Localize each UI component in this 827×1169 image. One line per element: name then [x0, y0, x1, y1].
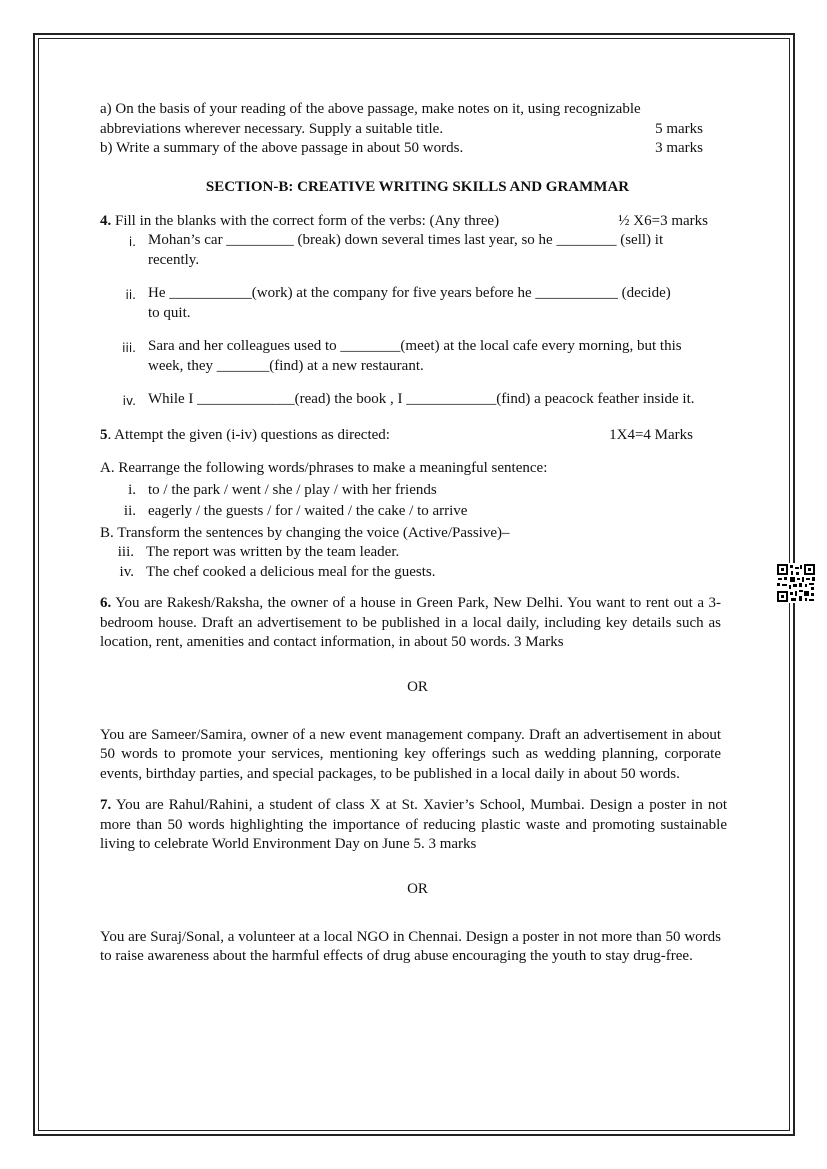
q5-part-b: B. Transform the sentences by changing the voice (Active/Passive)–	[100, 524, 510, 541]
q3a-line1: a) On the basis of your reading of the above passage, make notes on it, using recognizable	[100, 101, 641, 117]
q5-text: . Attempt the given (i-iv) questions as directed:	[107, 426, 390, 443]
q6-or: OR	[407, 678, 428, 695]
q4-item-iv	[100, 390, 735, 412]
q6	[100, 594, 721, 653]
q3a-marks: 5 marks	[655, 120, 703, 137]
q5-item-number: i.	[128, 481, 136, 498]
q5-b-item-iii	[100, 543, 735, 563]
q5-item-text: to / the park / went / she / play / with her friends	[148, 481, 437, 498]
q7-text: You are Rahul/Rahini, a student of class X at St. Xavier’s School, Mumbai. Design a poster in not more than 50 words highlighting the importance of reducing plastic waste and promoting sustainable living to celebrate World Environment Day on June 5. 3 marks	[100, 797, 727, 852]
q3b-marks: 3 marks	[655, 140, 703, 156]
q3a-line2: abbreviations wherever necessary. Supply a suitable title.	[100, 120, 444, 137]
q5-item-text: The report was written by the team leader.	[146, 544, 400, 560]
q5-marks: 1X4=4 Marks	[609, 426, 693, 443]
q3b-text: b) Write a summary of the above passage in about 50 words.	[100, 140, 464, 156]
q6-text: You are Rakesh/Raksha, the owner of a house in Green Park, New Delhi. You want to rent out a 3-bedroom house. Draft an advertisement to be published in a local daily, including key details such as location, rent, amenities and contact information, in about 50 words. 3 Marks	[100, 595, 721, 650]
q4-item-number: ii.	[125, 288, 136, 302]
q5-a-item-i	[100, 481, 735, 501]
q4-number: 4.	[100, 212, 112, 229]
q5-a-item-ii	[100, 502, 735, 522]
q4-item-number: iii.	[122, 341, 136, 355]
q4-item-iii	[100, 337, 735, 376]
q5-item-text: The chef cooked a delicious meal for the guests.	[146, 563, 436, 580]
q5-number: 5	[100, 426, 108, 443]
q4-item-text: Mohan’s car _________ (break) down several times last year, so he ________ (sell) it recently.	[148, 232, 664, 268]
q5-item-number: ii.	[123, 503, 136, 519]
q4-marks: ½ X6=3 marks	[618, 212, 708, 229]
q5-header	[100, 426, 735, 446]
q4-item-number: iv.	[122, 394, 136, 408]
q7-number: 7.	[100, 797, 112, 813]
q4-item-text: He ___________(work) at the company for five years before he ___________ (decide) to quit.	[148, 285, 671, 321]
q7-alternative: You are Suraj/Sonal, a volunteer at a local NGO in Chennai. Design a poster in not more than 50 words to raise awareness about the harmful effects of drug abuse encouraging the youth to stay drug-free.	[100, 928, 721, 964]
q5-part-a: A. Rearrange the following words/phrases to make a meaningful sentence:	[100, 460, 548, 476]
q7	[100, 796, 727, 855]
q4-item-text: While I _____________(read) the book , I ____________(find) a peacock feather inside it.	[148, 391, 695, 407]
q4-item-number: i.	[128, 235, 136, 249]
section-heading: SECTION-B: CREATIVE WRITING SKILLS AND GRAMMAR	[205, 178, 630, 195]
q3-part-b	[100, 139, 735, 159]
q5-b-item-iv	[100, 563, 735, 583]
qr-code-icon	[776, 563, 816, 603]
q3-part-a	[100, 100, 735, 139]
question-paper-content	[100, 100, 735, 967]
q5-item-number: iii.	[117, 544, 134, 560]
q4-text: Fill in the blanks with the correct form of the verbs: (Any three)	[115, 212, 500, 229]
q5-item-text: eagerly / the guests / for / waited / the cake / to arrive	[148, 503, 468, 519]
q5-item-number: iv.	[119, 563, 134, 580]
q7-or: OR	[407, 880, 428, 897]
q4-header	[100, 212, 735, 232]
q6-alternative: You are Sameer/Samira, owner of a new event management company. Draft an advertisement in about 50 words to promote your services, mentioning key offerings such as wedding planning, corporate events, birthday parties, and special packages, to be published in a local daily in about 50 words.	[100, 726, 721, 782]
q4-item-text: Sara and her colleagues used to ________(meet) at the local cafe every morning, but this week, they _______(find) at a new restaurant.	[148, 338, 682, 374]
q6-number: 6.	[100, 595, 112, 611]
q4-item-i	[100, 231, 735, 270]
q4-item-ii	[100, 284, 735, 323]
